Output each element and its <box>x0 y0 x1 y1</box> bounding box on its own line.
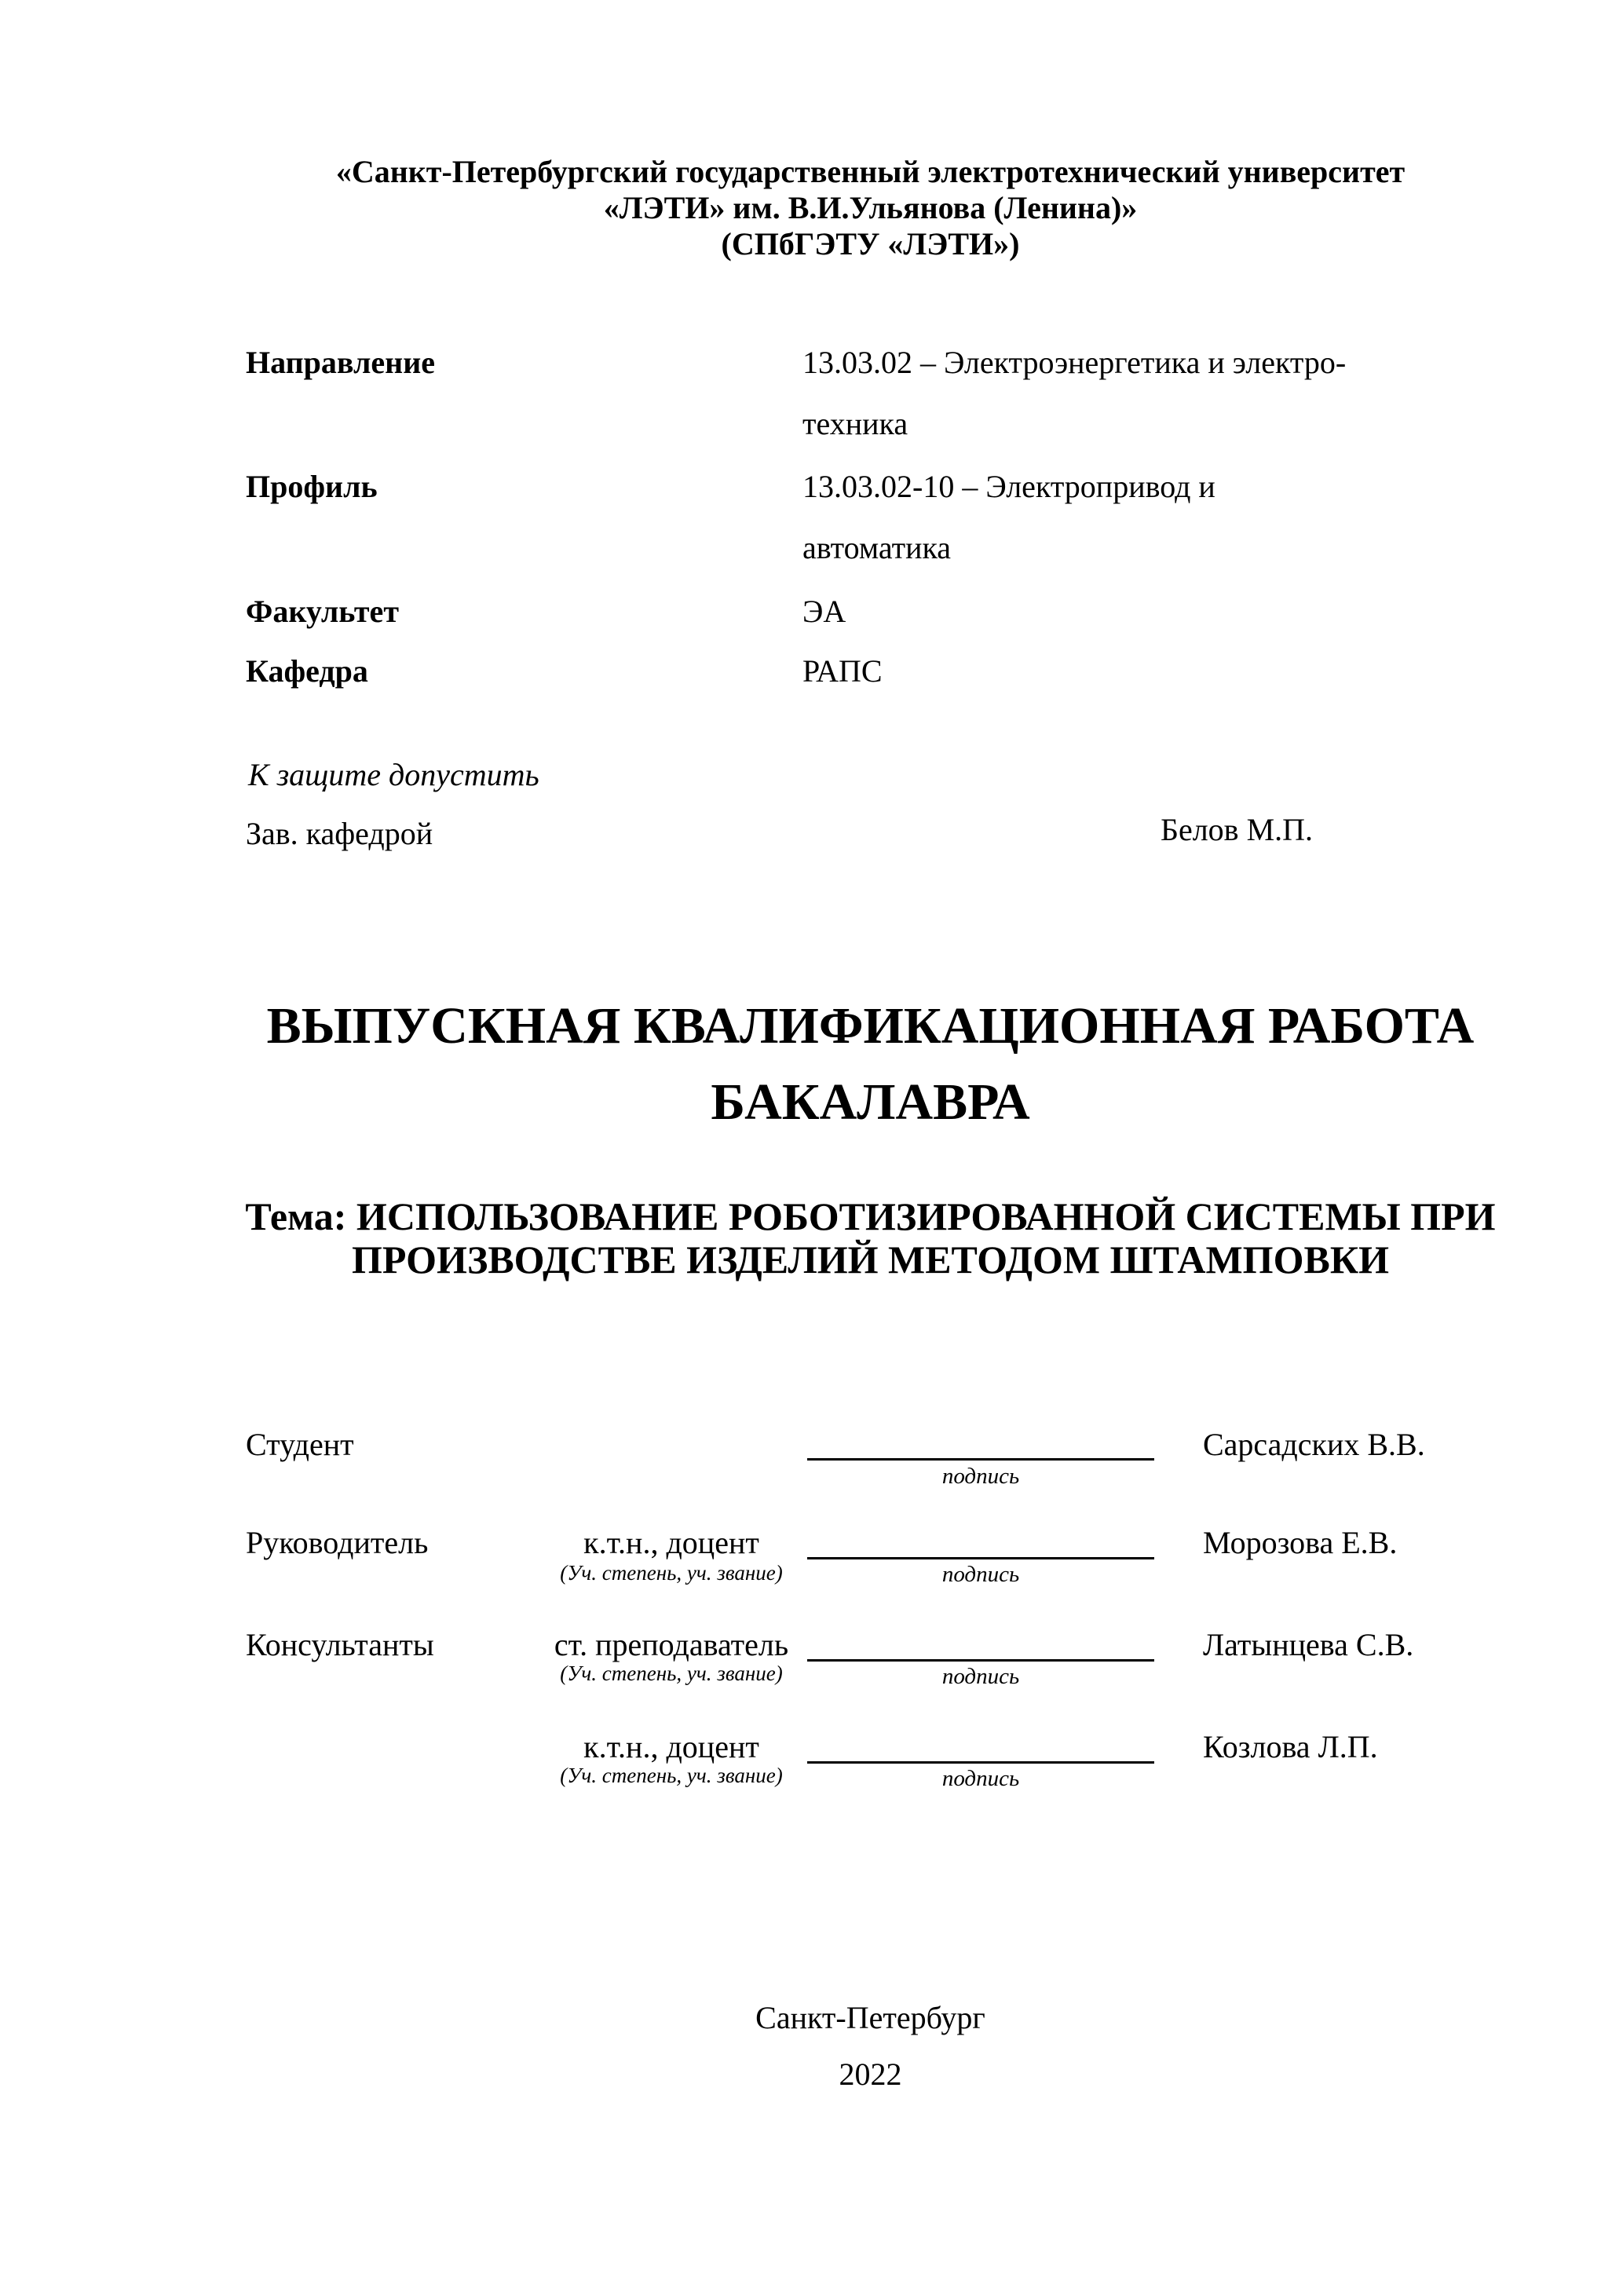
profile-value-line2: автоматика <box>802 530 952 565</box>
direction-label: Направление <box>246 345 435 380</box>
signature-caption: подпись <box>941 1664 1020 1689</box>
signature-line <box>807 1458 1154 1461</box>
consultant2-name: Козлова Л.П. <box>1203 1729 1378 1764</box>
university-name-line3: (СПбГЭТУ «ЛЭТИ») <box>721 226 1020 261</box>
department-head-name: Белов М.П. <box>1161 812 1314 847</box>
consultant2-degree: к.т.н., доцент <box>583 1729 759 1764</box>
university-name-line1: «Санкт-Петербургский государственный электротехнический университет <box>335 154 1406 189</box>
supervisor-role-label: Руководитель <box>246 1525 429 1560</box>
consultant1-name: Латынцева С.В. <box>1203 1627 1414 1662</box>
signature-caption: подпись <box>941 1464 1020 1489</box>
supervisor-degree: к.т.н., доцент <box>583 1525 759 1560</box>
signature-line <box>807 1557 1154 1559</box>
city-label: Санкт-Петербург <box>755 2000 985 2035</box>
theme-line1: Тема: ИСПОЛЬЗОВАНИЕ РОБОТИЗИРОВАННОЙ СИСТЕМЫ ПРИ <box>245 1194 1496 1238</box>
consultants-role-label: Консультанты <box>246 1627 434 1662</box>
profile-value-line1: 13.03.02-10 – Электропривод и <box>802 469 1215 504</box>
signature-caption: подпись <box>941 1562 1020 1587</box>
department-value: РАПС <box>802 653 883 689</box>
student-role-label: Студент <box>246 1427 354 1462</box>
admit-to-defense-line: К защите допустить <box>248 757 539 792</box>
theme-line2: ПРОИЗВОДСТВЕ ИЗДЕЛИЙ МЕТОДОМ ШТАМПОВКИ <box>352 1238 1389 1281</box>
work-title-line1: ВЫПУСКНАЯ КВАЛИФИКАЦИОННАЯ РАБОТА <box>266 997 1475 1055</box>
degree-caption: (Уч. степень, уч. звание) <box>560 1764 783 1787</box>
signature-caption: подпись <box>941 1766 1020 1791</box>
department-label: Кафедра <box>246 653 368 689</box>
direction-value-line1: 13.03.02 – Электроэнергетика и электро- <box>802 345 1347 380</box>
signature-line <box>807 1761 1154 1764</box>
consultant1-degree: ст. преподаватель <box>554 1627 789 1662</box>
year-label: 2022 <box>839 2057 902 2092</box>
direction-value-line2: техника <box>802 406 908 441</box>
work-title-line2: БАКАЛАВРА <box>711 1073 1030 1131</box>
faculty-value: ЭА <box>802 594 846 629</box>
profile-label: Профиль <box>246 469 378 504</box>
student-name: Сарсадских В.В. <box>1203 1427 1425 1462</box>
supervisor-name: Морозова Е.В. <box>1203 1525 1398 1560</box>
university-name-line2: «ЛЭТИ» им. В.И.Ульянова (Ленина)» <box>603 190 1138 225</box>
faculty-label: Факультет <box>246 594 399 629</box>
degree-caption: (Уч. степень, уч. звание) <box>560 1662 783 1685</box>
degree-caption: (Уч. степень, уч. звание) <box>560 1561 783 1585</box>
department-head-label: Зав. кафедрой <box>246 816 433 851</box>
signature-line <box>807 1659 1154 1662</box>
